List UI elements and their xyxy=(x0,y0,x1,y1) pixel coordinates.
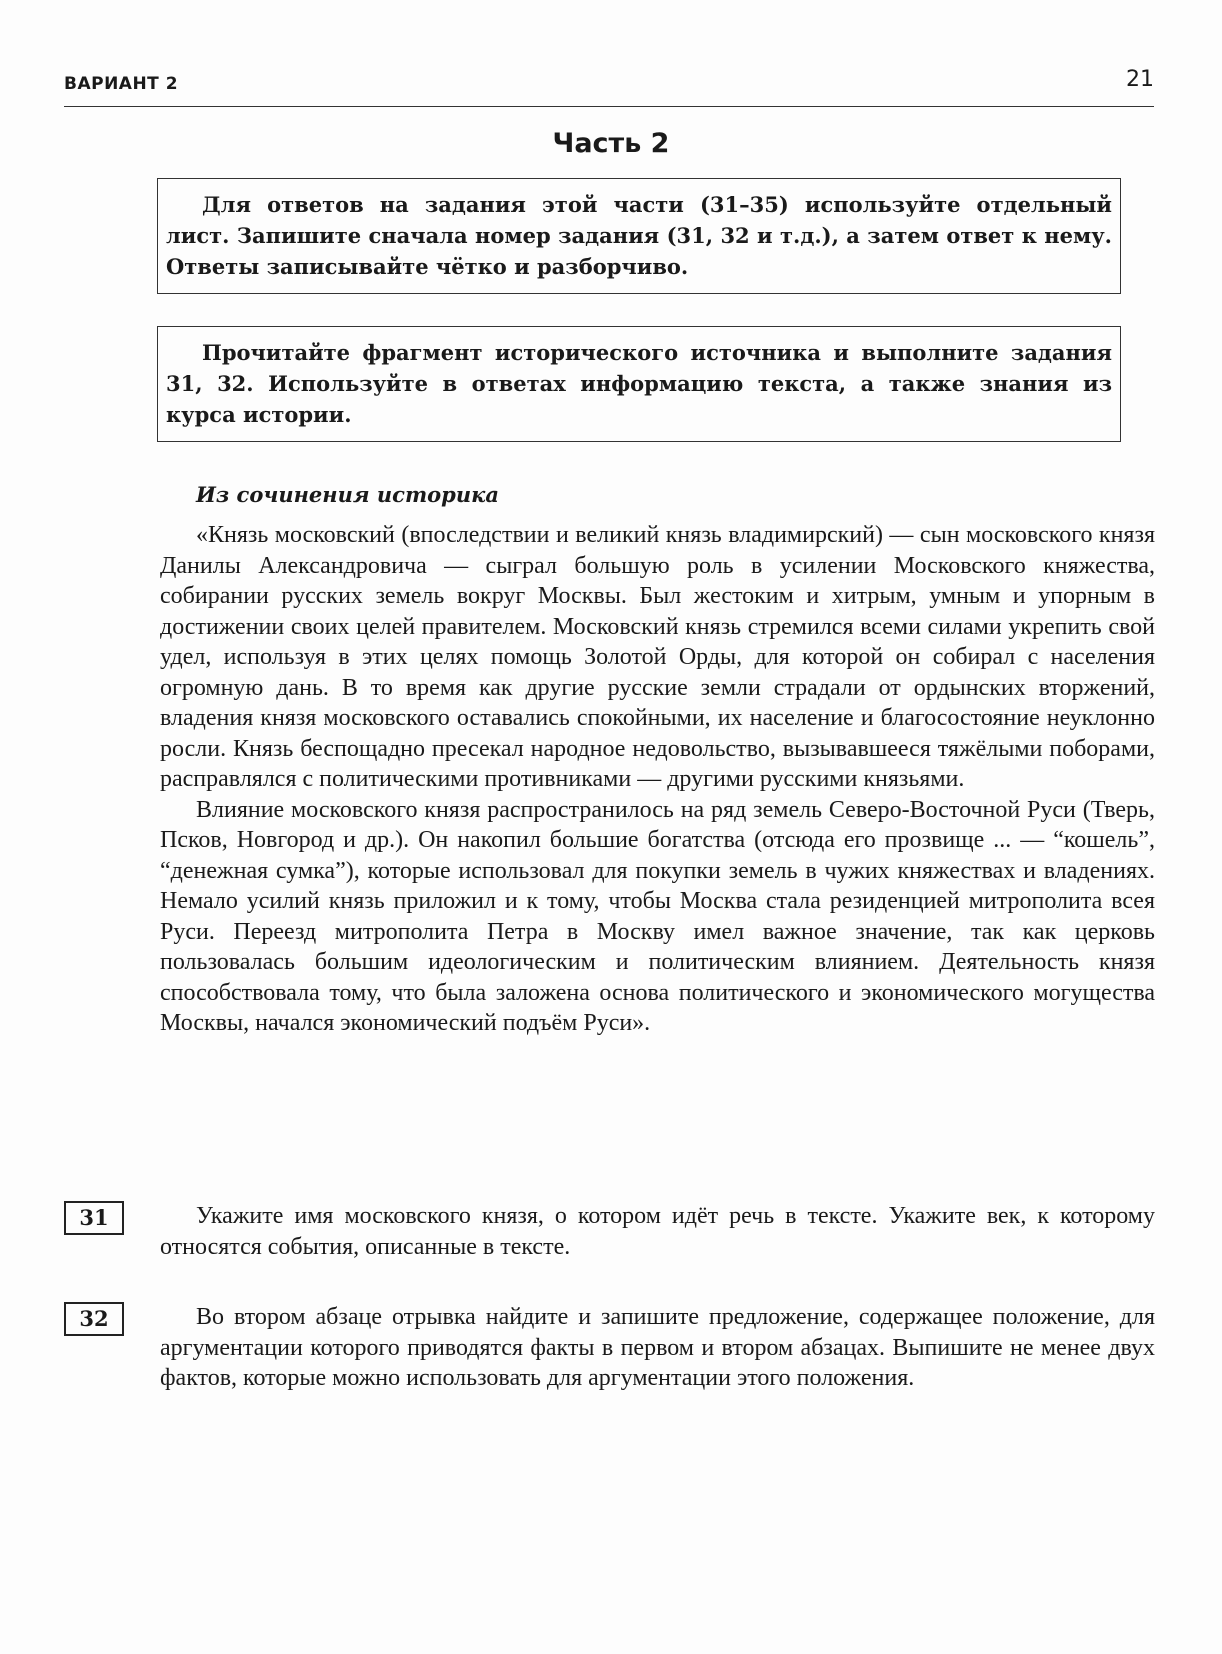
source-paragraph: Влияние московского князя распространилось на ряд земель Северо-Восточной Руси (Тверь, Псков, Новгород и др.). Он накопил большие богатства (отсюда его прозвище ... — “кошель”, “денежная сумка”), которые использовал для покупки земель в чужих княжествах и владениях. Немало усилий князь приложил и к тому, чтобы Москва стала резиденцией митрополита всея Руси. Переезд митрополита Петра в Москву имел важное значение, так как церковь пользовалась большим идеологическим и политическим влиянием. Деятельность князя способствовала тому, что была заложена основа политического и экономического могущества Москвы, начался экономический подъём Руси». xyxy=(160,796,1155,1036)
source-title: Из сочинения историка xyxy=(196,482,499,507)
source-paragraph: «Князь московский (впоследствии и великий князь владимирский) — сын московского князя Данилы Александровича — сыграл большую роль в усилении Московского княжества, собирании русских земель вокруг Москвы. Был жестоким и хитрым, умным и упорным в достижении своих целей правителем. Московский князь стремился всеми силами укрепить свой удел, используя в этих целях помощь Золотой Орды, для которой он собирал с населения огромную дань. В то время как другие русские земли страдали от ордынских вторжений, владения князя московского оставались спокойными, их население и благосостояние неуклонно росли. Князь беспощадно пресекал народное недовольство, вызывавшееся тяжёлыми поборами, расправлялся с политическими противниками — другими русскими князьями. xyxy=(160,522,1155,792)
task-number-badge: 32 xyxy=(64,1302,124,1336)
page-number: 21 xyxy=(1126,67,1154,92)
variant-label: ВАРИАНТ 2 xyxy=(64,74,179,94)
page-header xyxy=(64,62,1154,107)
task-text: Во втором абзаце отрывка найдите и запишите предложение, содержащее положение, для аргументации которого приводятся факты в первом и втором абзацах. Выпишите не менее двух фактов, которые можно использовать для аргументации этого положения. xyxy=(160,1304,1155,1391)
task-number-badge: 31 xyxy=(64,1201,124,1235)
source-text xyxy=(160,520,1155,1039)
reading-instruction-box: Прочитайте фрагмент исторического источника и выполните задания 31, 32. Используйте в ответах информацию текста, а также знания из курса истории. xyxy=(157,326,1121,442)
answers-instruction-box: Для ответов на задания этой части (31–35) используйте отдельный лист. Запишите сначала номер задания (31, 32 и т.д.), а затем ответ к нему. Ответы записывайте чётко и разборчиво. xyxy=(157,178,1121,294)
task-text: Укажите имя московского князя, о котором идёт речь в тексте. Укажите век, к которому относятся события, описанные в тексте. xyxy=(160,1203,1155,1260)
part-title: Часть 2 xyxy=(552,128,670,159)
